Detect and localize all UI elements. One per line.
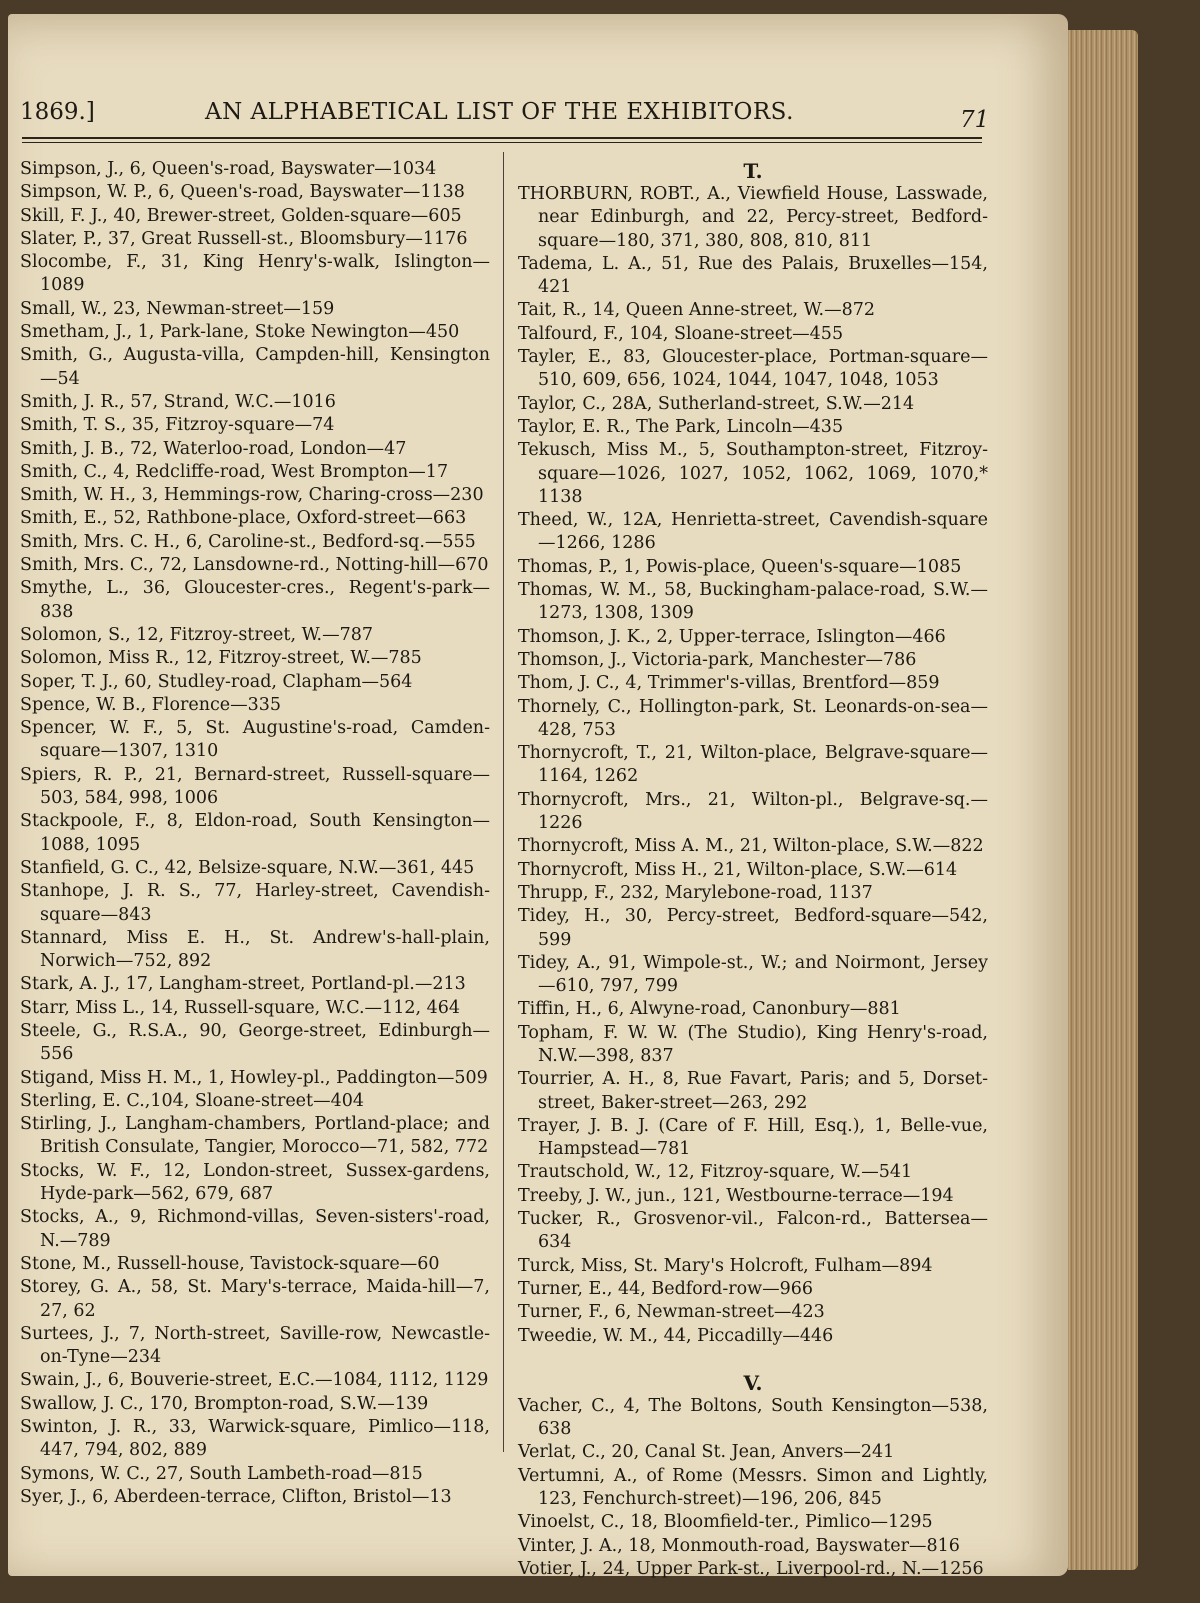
list-item: Stackpoole, F., 8, Eldon-road, South Kensington—1088, 1095 [20,811,490,855]
list-item: THORBURN, ROBT., A., Viewfield House, Lasswade, near Edinburgh, and 22, Percy-street, Bedford-square—180, 371, 380, 808, 810, 811 [518,184,988,251]
list-item: Spencer, W. F., 5, St. Augustine's-road, Camden-square—1307, 1310 [20,718,490,762]
list-item: Spiers, R. P., 21, Bernard-street, Russell-square—503, 584, 998, 1006 [20,764,490,809]
list-item: Slater, P., 37, Great Russell-st., Bloomsbury—1176 [20,228,468,249]
list-item: Stark, A. J., 17, Langham-street, Portland-pl.—213 [20,974,466,995]
list-item: Swinton, J. R., 33, Warwick-square, Pimlico—118, 447, 794, 802, 889 [20,1417,490,1461]
list-item: Syer, J., 6, Aberdeen-terrace, Clifton, Bristol—13 [20,1486,452,1507]
list-item: Simpson, W. P., 6, Queen's-road, Bayswater—1138 [20,182,465,203]
list-item: Tayler, E., 83, Gloucester-place, Portman-square—510, 609, 656, 1024, 1044, 1047, 1048, 1053 [518,347,988,391]
list-item: Topham, F. W. W. (The Studio), King Henry's-road, N.W.—398, 837 [518,1022,988,1066]
left-column [20,158,490,1509]
list-item: Smith, W. H., 3, Hemmings-row, Charing-cross—230 [20,485,484,506]
column-divider [503,152,504,1452]
list-item: Starr, Miss L., 14, Russell-square, W.C.—112, 464 [20,997,460,1018]
list-item: Vertumni, A., of Rome (Messrs. Simon and Lightly, 123, Fenchurch-street)—196, 206, 845 [518,1465,988,1510]
list-item: Stanhope, J. R. S., 77, Harley-street, Cavendish-square—843 [20,881,490,925]
page-header [20,95,1000,135]
list-item: Soper, T. J., 60, Studley-road, Clapham—564 [20,671,413,692]
list-item: Stocks, A., 9, Richmond-villas, Seven-sisters'-road, N.—789 [20,1207,490,1251]
list-item: Stocks, W. F., 12, London-street, Sussex-gardens, Hyde-park—562, 679, 687 [20,1160,490,1205]
list-item: Turck, Miss, St. Mary's Holcroft, Fulham—894 [518,1255,933,1276]
header-rule-thin [22,142,982,143]
list-item: Slocombe, F., 31, King Henry's-walk, Islington—1089 [20,252,490,296]
list-item: Vinter, J. A., 18, Monmouth-road, Bayswater—816 [518,1535,960,1556]
list-item: Thornely, C., Hollington-park, St. Leonards-on-sea—428, 753 [518,696,988,740]
list-item: Smith, J. B., 72, Waterloo-road, London—47 [20,438,407,459]
page-edges [1068,30,1138,1570]
header-rule [22,137,982,139]
list-item: Stannard, Miss E. H., St. Andrew's-hall-plain, Norwich—752, 892 [20,927,490,972]
list-item: Thornycroft, Miss A. M., 21, Wilton-place, S.W.—822 [518,836,984,857]
list-item: Stirling, J., Langham-chambers, Portland-place; and British Consulate, Tangier, Morocco—71, 582, 772 [20,1114,490,1158]
list-item: Skill, F. J., 40, Brewer-street, Golden-square—605 [20,205,462,226]
list-item: Surtees, J., 7, North-street, Saville-row, Newcastle-on-Tyne—234 [20,1323,490,1368]
list-item: Smith, E., 52, Rathbone-place, Oxford-street—663 [20,508,467,529]
page-number: 71 [960,107,990,133]
list-item: Theed, W., 12A, Henrietta-street, Cavendish-square—1266, 1286 [518,510,988,554]
list-item: Tadema, L. A., 51, Rue des Palais, Bruxelles—154, 421 [518,253,988,298]
list-item: Tucker, R., Grosvenor-vil., Falcon-rd., Battersea—634 [518,1209,988,1253]
list-item: Small, W., 23, Newman-street—159 [20,298,335,319]
list-item: Smith, G., Augusta-villa, Campden-hill, Kensington —54 [20,345,490,389]
list-item: Tait, R., 14, Queen Anne-street, W.—872 [518,300,876,321]
list-item: Smetham, J., 1, Park-lane, Stoke Newington—450 [20,322,460,343]
list-item: Tidey, A., 91, Wimpole-st., W.; and Noirmont, Jersey —610, 797, 799 [518,952,988,997]
list-item: Tourrier, A. H., 8, Rue Favart, Paris; and 5, Dorset-street, Baker-street—263, 292 [518,1069,988,1113]
list-item: Stigand, Miss H. M., 1, Howley-pl., Paddington—509 [20,1067,488,1088]
list-item: Treeby, J. W., jun., 121, Westbourne-terrace—194 [518,1185,954,1206]
list-item: Thomson, J. K., 2, Upper-terrace, Islington—466 [518,626,946,647]
list-item: Thom, J. C., 4, Trimmer's-villas, Brentford—859 [518,673,940,694]
list-item: Turner, E., 44, Bedford-row—966 [518,1278,814,1299]
list-item: Smith, Mrs. C., 72, Lansdowne-rd., Notting-hill—670 [20,555,489,576]
list-item: Symons, W. C., 27, South Lambeth-road—815 [20,1463,423,1484]
list-item: Votier, J., 24, Upper Park-st., Liverpool-rd., N.—1256 [518,1558,984,1579]
list-item: Tiffin, H., 6, Alwyne-road, Canonbury—881 [518,999,901,1020]
list-item: Vinoelst, C., 18, Bloomfield-ter., Pimlico—1295 [518,1512,933,1533]
list-item: Swallow, J. C., 170, Brompton-road, S.W.—139 [20,1393,429,1414]
header-year: 1869.] [20,99,95,125]
section-spacer [518,1348,988,1370]
list-item: Thornycroft, Miss H., 21, Wilton-place, S.W.—614 [518,859,958,880]
list-item: Steele, G., R.S.A., 90, George-street, Edinburgh—556 [20,1020,490,1065]
list-item: Talfourd, F., 104, Sloane-street—455 [518,323,844,344]
right-column [518,158,988,1581]
list-item: Taylor, C., 28A, Sutherland-street, S.W.—214 [518,393,915,414]
section-heading-v: V. [743,1370,763,1395]
list-item: Smith, Mrs. C. H., 6, Caroline-st., Bedford-sq.—555 [20,531,476,552]
list-item: Turner, F., 6, Newman-street—423 [518,1302,825,1323]
list-item: Tekusch, Miss M., 5, Southampton-street, Fitzroy-square—1026, 1027, 1052, 1062, 1069, 1070,* 1138 [518,440,988,507]
list-item: Storey, G. A., 58, St. Mary's-terrace, Maida-hill—7, 27, 62 [20,1277,490,1321]
list-item: Simpson, J., 6, Queen's-road, Bayswater—1034 [20,159,437,179]
list-item: Tweedie, W. M., 44, Piccadilly—446 [518,1325,834,1346]
list-item: Thornycroft, Mrs., 21, Wilton-pl., Belgrave-sq.—1226 [518,789,988,834]
list-item: Tidey, H., 30, Percy-street, Bedford-square—542, 599 [518,906,988,950]
list-item: Taylor, E. R., The Park, Lincoln—435 [518,416,844,437]
list-item: Spence, W. B., Florence—335 [20,694,282,715]
list-item: Smith, J. R., 57, Strand, W.C.—1016 [20,391,336,412]
list-item: Stanfield, G. C., 42, Belsize-square, N.W.—361, 445 [20,857,475,878]
list-item: Trayer, J. B. J. (Care of F. Hill, Esq.), 1, Belle-vue, Hampstead—781 [518,1115,988,1160]
list-item: Thornycroft, T., 21, Wilton-place, Belgrave-square—1164, 1262 [518,743,988,787]
list-item: Vacher, C., 4, The Boltons, South Kensington—538, 638 [518,1395,988,1440]
list-item: Sterling, E. C.,104, Sloane-street—404 [20,1090,364,1111]
list-item: Thomson, J., Victoria-park, Manchester—786 [518,649,917,670]
list-item: Smith, C., 4, Redcliffe-road, West Brompton—17 [20,461,449,482]
list-item: Trautschold, W., 12, Fitzroy-square, W.—541 [518,1162,913,1183]
list-item: Solomon, Miss R., 12, Fitzroy-street, W.—785 [20,648,422,669]
list-item: Thomas, W. M., 58, Buckingham-palace-road, S.W.—1273, 1308, 1309 [518,580,988,624]
list-item: Stone, M., Russell-house, Tavistock-square—60 [20,1253,440,1274]
list-item: Thomas, P., 1, Powis-place, Queen's-square—1085 [518,556,962,577]
list-item: Swain, J., 6, Bouverie-street, E.C.—1084, 1112, 1129 [20,1370,489,1391]
list-item: Smythe, L., 36, Gloucester-cres., Regent's-park—838 [20,578,490,622]
section-heading-t: T. [743,159,763,183]
header-title: AN ALPHABETICAL LIST OF THE EXHIBITORS. [205,99,794,125]
list-item: Solomon, S., 12, Fitzroy-street, W.—787 [20,624,373,645]
list-item: Verlat, C., 20, Canal St. Jean, Anvers—241 [518,1442,895,1463]
list-item: Thrupp, F., 232, Marylebone-road, 1137 [518,882,873,903]
list-item: Smith, T. S., 35, Fitzroy-square—74 [20,415,335,436]
